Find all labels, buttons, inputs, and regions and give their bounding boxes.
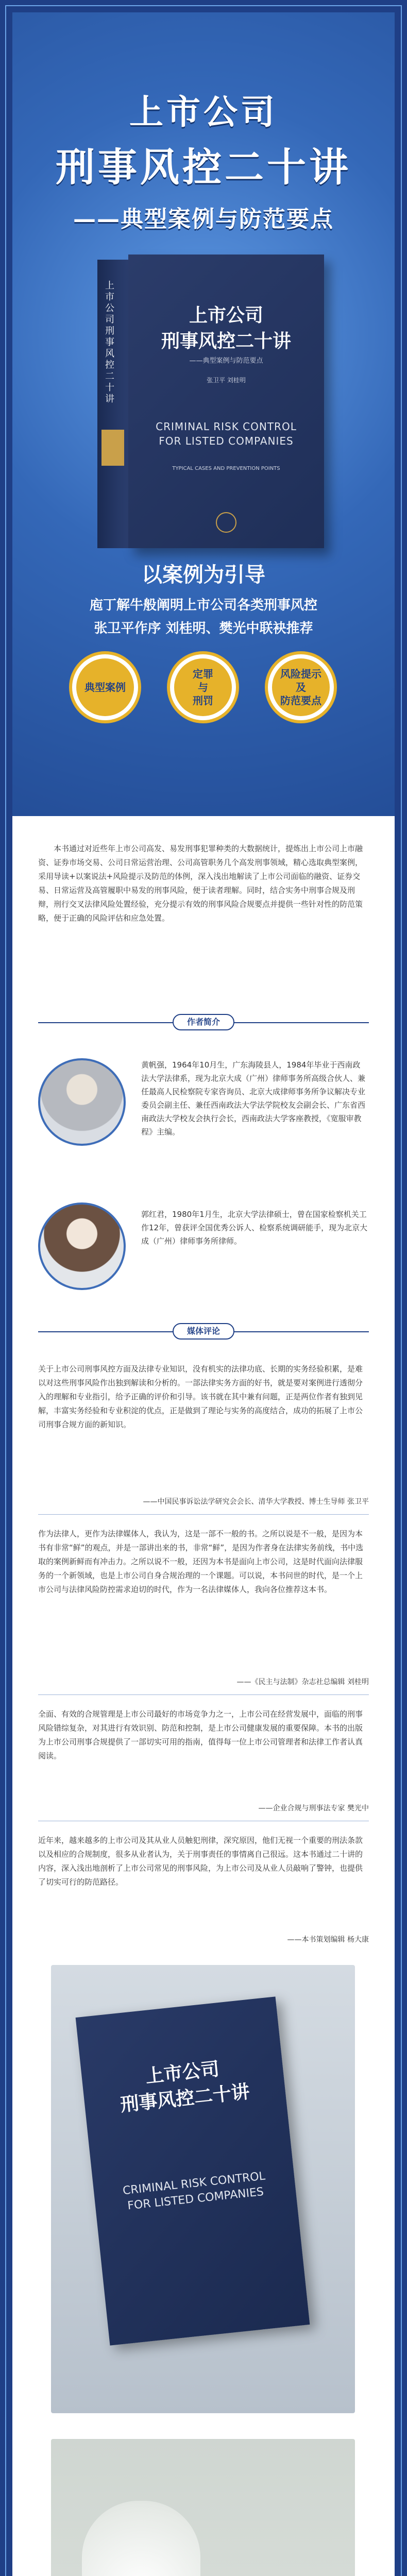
hero-banner	[12, 12, 395, 816]
review-1: 关于上市公司刑事风控方面及法律专业知识，没有机实的法律功底、长期的实务经验积累，是难以对这些刑事风险作出独到解读和分析的。一部法律实务方面的好书，就是要对案例进行透彻分入的理解和专业指引，给予正确的评价和引导。该书就在其中兼有问题，正是两位作者有独到见解，丰富实务经验和专业积淀的优点，正是做到了理论与实务的高度结合，成功的拓展了上市公司刑事合规方面的新知识。	[38, 1364, 363, 1429]
badge-label: 风险提示 及 防范要点	[272, 658, 330, 716]
spine-band	[101, 430, 124, 466]
review-3: 全面、有效的合规管理是上市公司最好的市场竞争力之一，上市公司在经营发展中，面临的刑事风险错综复杂，对其进行有效识别、防范和控制，是上市公司健康发展的重要保障。本书的出版为上市公司刑事合规提供了一部切实可用的指南，值得每一位上市公司管理者和法律工作者认真阅读。	[38, 1709, 363, 1760]
badge-label: 典型案例	[76, 658, 134, 716]
review-2: 作为法律人，更作为法律媒体人，我认为，这是一部不一般的书。之所以说是不一般，是因为本书有非常“鲜”的观点，并是一部讲出来的书，非常“鲜”，是因为作者身在法律实务前线，书中选取的案例新鲜而有冲击力。之所以说不一般，还因为本书是面向上市公司，这是时代面向法律服务的一个新领域，也是上市公司自身合规治理的一个课题。可以说，本书问世的时代，是一个上市公司与法律风险防控需求迫切的时代，作为一名法律媒体人，我向各位推荐这本书。	[38, 1529, 364, 1594]
badge-risk-prevention	[265, 651, 337, 723]
review-4-signature: ——本书策划编辑 杨大康	[287, 1936, 369, 1944]
publisher-seal-icon	[216, 512, 236, 533]
review-4: 近年来，越来越多的上市公司及其从业人员触犯刑律，深究原因，他们无视一个重要的刑法条款以及相应的合规制度，很多从业者认为，关于刑事责任的事情离自己很远。这本书通过二十讲的内容，深入浅出地剖析了上市公司常见的刑事风险，为上市公司及从业人员敲响了警钟，也提供了切实可行的防范路径。	[38, 1836, 363, 1887]
badge-conviction-penalty	[167, 651, 239, 723]
cover-subtitle: ——典型案例与防范要点	[189, 357, 263, 365]
review-3-signature: ——企业合规与刑事法专家 樊光中	[258, 1804, 369, 1812]
book-photo-1	[51, 1965, 355, 2413]
author1-bio: 黄帆强，1964年10月生，广东海陵县人，1984年毕业于西南政法大学法律系，现为北京大成（广州）律师事务所高级合伙人、兼任最高人民检察院专家咨询员、北京大成律师事务所争议解决专业委员会副主任、兼任西南政法大学法学院校友会副会长、广东省西南政法大学校友会执行会长，西南政法大学客座教授，《宽服审教程》主编。	[141, 1060, 366, 1137]
heading-authors: 作者简介	[173, 1014, 234, 1030]
cover-authors: 张卫平 刘桂明	[207, 377, 246, 384]
vase-decoration	[82, 2501, 200, 2576]
cover-title-line1: 上市公司	[189, 304, 263, 326]
book-3d-render	[97, 255, 303, 543]
book-spine	[97, 260, 128, 548]
book-cover	[128, 255, 324, 548]
author1-avatar	[38, 1058, 126, 1146]
hero-title-line2: 刑事风控二十讲	[56, 144, 351, 190]
review-1-signature: ——中国民事诉讼法学研究会会长、清华大学教授、博士生导师 张卫平	[143, 1498, 369, 1506]
cover-english-subtitle: TYPICAL CASES AND PREVENTION POINTS	[172, 466, 280, 471]
author2-bio: 郭红君，1980年1月生，北京大学法律硕士，曾在国家检察机关工作12年，曾获评全国优秀公诉人、检察系统调研能手，现为北京大成（广州）律师事务所律师。	[141, 1210, 368, 1246]
review-separator	[38, 1694, 369, 1695]
photo-book-title-line2: 刑事风控二十讲	[119, 2080, 251, 2116]
review-separator	[38, 1514, 369, 1515]
cover-english-title: CRIMINAL RISK CONTROL FOR LISTED COMPANIES	[156, 420, 297, 447]
photo-book-title-line1: 上市公司	[144, 2058, 221, 2088]
slogan-sub2: 张卫平作序 刘桂明、樊光中联袂推荐	[94, 621, 313, 636]
heading-reviews: 媒体评论	[173, 1323, 234, 1340]
badge-typical-cases	[69, 651, 141, 723]
intro-paragraph: 本书通过对近些年上市公司高发、易发刑事犯罪种类的大数据统计，提炼出上市公司上市融资、证券市场交易、公司日常运营治理、公司高管职务几个高发刑事领域，精心选取典型案例，采用导读+以案说法+风险提示及防范的体例，深入浅出地解读了上市公司面临的融资、证券交易、日常运营及高管履职中易发的刑事风险，便于读者理解。同时，结合实务中刑事合规及刑辩，刑行交叉法律风险处置经验，充分提示有效的刑事风险合规要点并提供一些针对性的防范策略，便于正确的风险评估和应急处置。	[38, 844, 363, 923]
feature-badges	[12, 651, 395, 754]
page-content	[12, 12, 395, 2576]
cover-title-line2: 刑事风控二十讲	[161, 330, 291, 352]
author2-avatar	[38, 1202, 126, 1290]
hero-subtitle: ——典型案例与防范要点	[73, 206, 334, 232]
badge-label: 定罪 与 刑罚	[174, 658, 232, 716]
photo-book	[76, 1996, 310, 2345]
hero-title-line1: 上市公司	[129, 92, 278, 132]
slogan-sub1: 庖丁解牛般阐明上市公司各类刑事风控	[89, 598, 317, 613]
photo-book-english: CRIMINAL RISK CONTROL FOR LISTED COMPANIES	[122, 2170, 266, 2213]
review-2-signature: ——《民主与法制》杂志社总编辑 刘桂明	[236, 1678, 369, 1686]
book-photo-2	[51, 2439, 355, 2576]
spine-title: 上市公司刑事风控二十讲	[105, 280, 114, 404]
slogan-main: 以案例为引导	[142, 563, 265, 587]
